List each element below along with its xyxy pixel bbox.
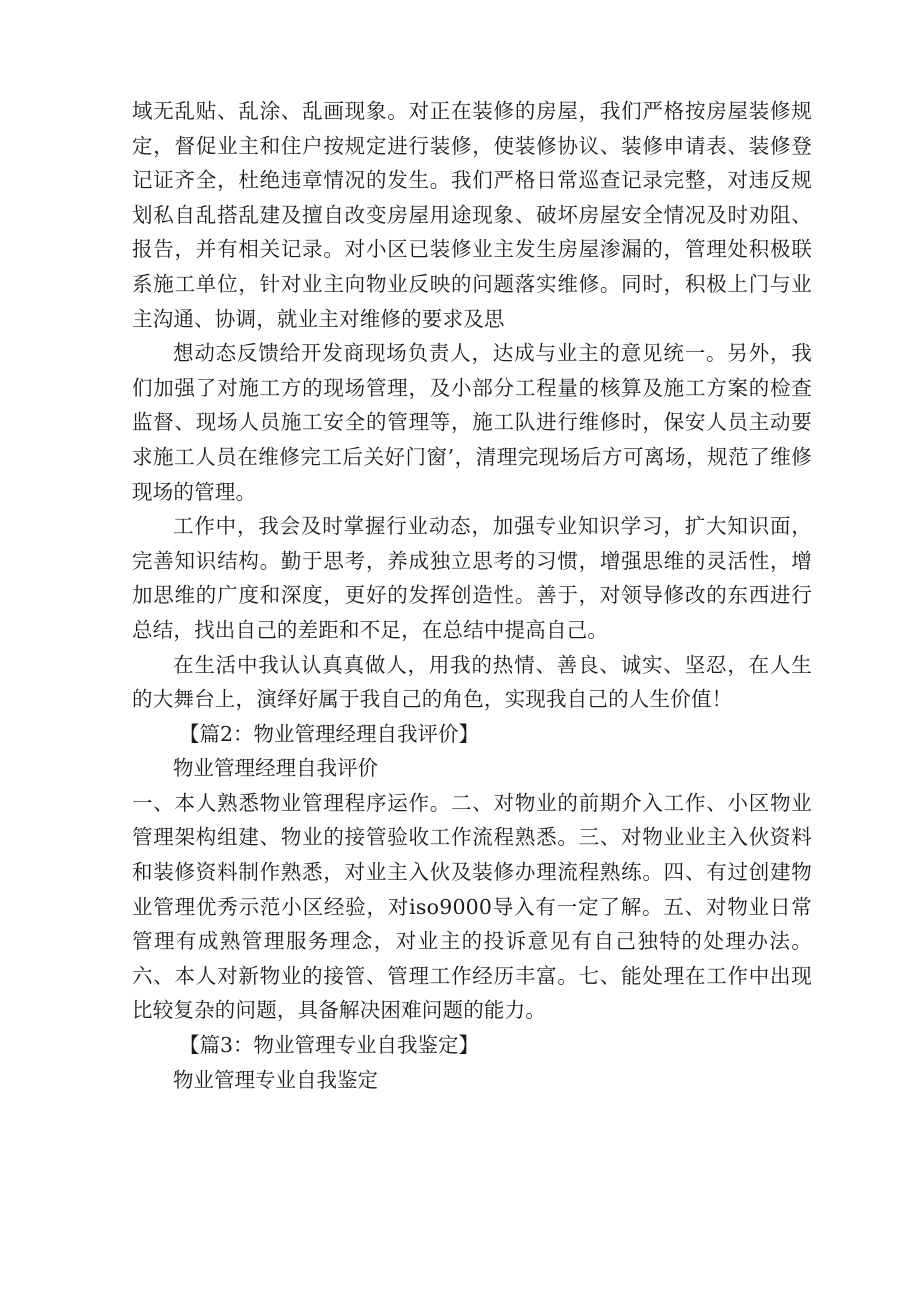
section-2-body: 一、本人熟悉物业管理程序运作。二、对物业的前期介入工作、小区物业管理架构组建、物业的接管验收工作流程熟悉。三、对物业业主入伙资料和装修资料制作熟悉，对业主入伙及装修办理流程熟练。四、有过创建物业管理优秀示范小区经验，对iso9000导入有一定了解。五、对物业日常管理有成熟管理服务理念，对业主的投诉意见有自己独特的处理办法。六、本人对新物业的接管、管理工作经历丰富。七、能处理在工作中出现比较复杂的问题，具备解决困难问题的能力。 (132, 790, 812, 1023)
section-2-heading: 【篇2：物业管理经理自我评价】 (179, 721, 480, 746)
document-page (132, 94, 812, 1097)
section-3-heading: 【篇3：物业管理专业自我鉴定】 (179, 1033, 480, 1058)
section-3-subtitle: 物业管理专业自我鉴定 (173, 1067, 378, 1092)
paragraph-life-values: 在生活中我认认真真做人，用我的热情、善良、诚实、坚忍，在人生的大舞台上，演绎好属于我自己的角色，实现我自己的人生价值！ (132, 652, 812, 712)
paragraph-work-learning: 工作中，我会及时掌握行业动态，加强专业知识学习，扩大知识面，完善知识结构。勤于思考，养成独立思考的习惯，增强思维的灵活性，增加思维的广度和深度，更好的发挥创造性。善于，对领导修改的东西进行总结，找出自己的差距和不足，在总结中提高自己。 (132, 514, 812, 642)
paragraph-construction-supervision: 想动态反馈给开发商现场负责人，达成与业主的意见统一。另外，我们加强了对施工方的现场管理，及小部分工程量的核算及施工方案的检查监督、现场人员施工安全的管理等，施工队进行维修时，保安人员主动要求施工人员在维修完工后关好门窗’，清理完现场后方可离场，规范了维修现场的管理。 (132, 341, 812, 504)
section-2-subtitle: 物业管理经理自我评价 (173, 756, 378, 781)
paragraph-renovation-management: 域无乱贴、乱涂、乱画现象。对正在装修的房屋，我们严格按房屋装修规定，督促业主和住户按规定进行装修，使装修协议、装修申请表、装修登记证齐全，杜绝违章情况的发生。我们严格日常巡查记录完整，对违反规划私自乱搭乱建及擅自改变房屋用途现象、破坏房屋安全情况及时劝阻、报告，并有相关记录。对小区已装修业主发生房屋渗漏的，管理处积极联系施工单位，针对业主向物业反映的问题落实维修。同时，积极上门与业主沟通、协调，就业主对维修的要求及思 (132, 99, 812, 331)
